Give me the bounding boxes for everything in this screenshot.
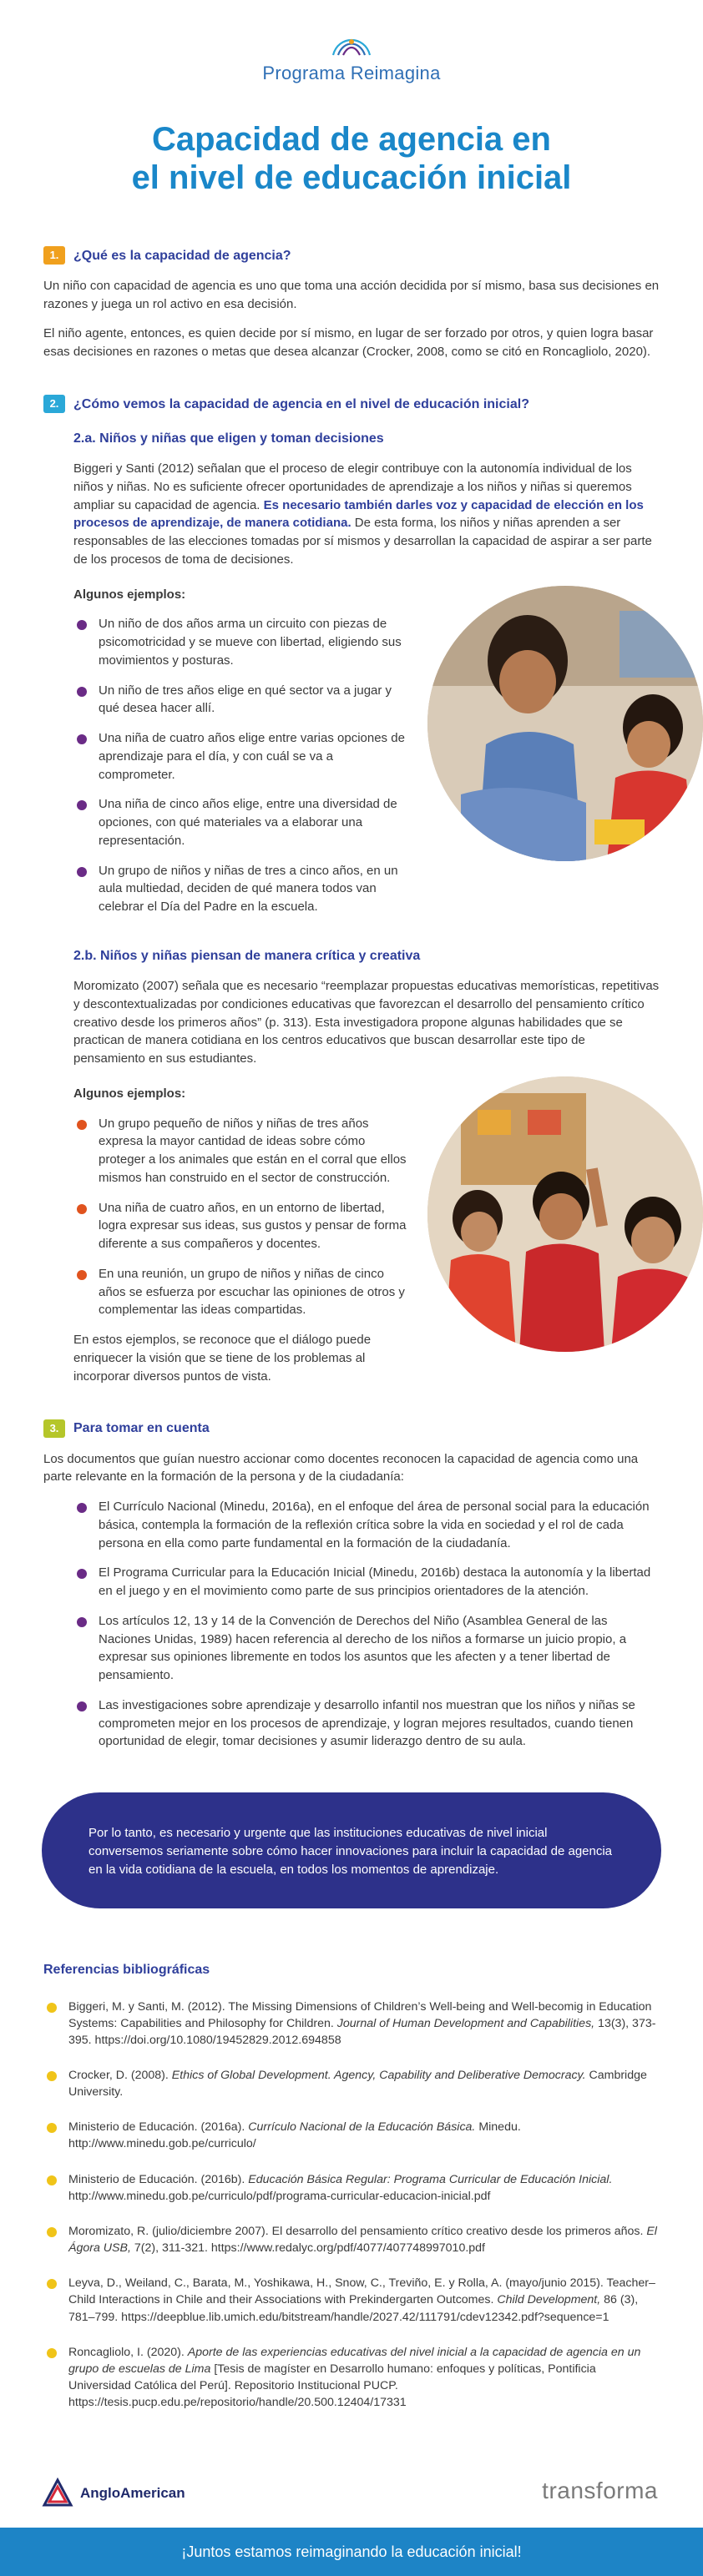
reference-item (43, 2223, 660, 2256)
examples-2a (73, 569, 407, 916)
reference-item (43, 2344, 660, 2412)
examples-row-2b (73, 1068, 660, 1386)
list-item: Un niño de tres años elige en qué sector va a jugar y qué desea hacer allí. (73, 682, 407, 718)
section-2 (0, 395, 703, 1386)
transforma-logo (542, 2474, 658, 2508)
subsection-2b-title: 2.b. Niños y niñas piensan de manera crítica y creativa (73, 948, 421, 963)
footer-banner-text: ¡Juntos estamos reimaginando la educación inicial! (181, 2543, 522, 2561)
list-item: Una niña de cinco años elige, entre una diversidad de opciones, con qué materiales va a elaborar una representación. (73, 795, 407, 849)
reimagina-logo-icon (326, 30, 377, 58)
subsection-2a-paragraph (73, 460, 660, 569)
children-photo-illustration (427, 586, 703, 861)
ref-text: 13(3), 373-395. https://doi.org/10.1080/19452829.2012.694858 (68, 2016, 656, 2047)
list-item: Los artículos 12, 13 y 14 de la Convención de Derechos del Niño (Asamblea General de las Naciones Unidas, 1989) hacen referencia al derecho de los niños a formarse un juicio propio, a expresar sus opiniones libremente en todos los asuntos que les afecten y a tener libertad de pensamiento. (73, 1612, 660, 1685)
ref-text: Biggeri, M. y Santi, M. (2012). The Missing Dimensions of Children’s Well-being and Well-becomig in Education Systems: Capabilities and Philosophy for Children. (68, 1999, 652, 2030)
footer-logos (0, 2461, 703, 2528)
ref-text: [Tesis de magíster en Desarrollo humano: enfoques y políticas, Pontificia Universidad Católica del Perú]. Repositorio Institucional PUCP. https://tesis.pucp.edu.pe/repositorio/handle/20.500.12404/17331 (68, 2362, 596, 2410)
subsection-2a (43, 429, 660, 916)
ref-italic: Currículo Nacional de la Educación Básica. (248, 2120, 476, 2135)
reference-item (43, 2275, 660, 2325)
examples-row-2a (73, 569, 660, 916)
title-line-1: Capacidad de agencia en (152, 120, 551, 158)
subsection-2a-title: 2.a. Niños y niñas que eligen y toman decisiones (73, 431, 384, 446)
ref-text: http://www.minedu.gob.pe/curriculo/pdf/programa-curricular-educacion-inicial.pdf (68, 2189, 491, 2203)
reference-item (43, 1999, 660, 2049)
section-2-heading (43, 395, 660, 414)
section-3-title: Para tomar en cuenta (73, 1421, 210, 1436)
section-2-title: ¿Cómo vemos la capacidad de agencia en el nivel de educación inicial? (73, 396, 529, 411)
list-item: Un niño de dos años arma un circuito con piezas de psicomotricidad y se mueve con libertad, eligiendo sus movimientos y posturas. (73, 615, 407, 669)
section-1-paragraph-2: El niño agente, entonces, es quien decide por sí mismo, en lugar de ser forzado por otros, y quien logra basar esas decisiones en razones o metas que desea alcanzar (Crocker, 2008, como se citó en Roncagliolo, 2020). (43, 326, 654, 360)
list-item: Un grupo pequeño de niños y niñas de tres años expresa la mayor cantidad de ideas sobre cómo proteger a los animales que están en el corral que ellos mismos han construido en el sector de construcción. (73, 1115, 407, 1187)
ref-italic: Educación Básica Regular: Programa Curricular de Educación Inicial. (248, 2172, 613, 2186)
header (0, 0, 703, 198)
references-list (43, 1999, 660, 2412)
paragraph-text: De esta forma, los niños y niñas aprenden a ser responsables de las elecciones tomadas por sí mismos y desarrollan la capacidad de aspirar a ser parte de los procesos de toma de decisiones. (73, 516, 652, 567)
callout-box (42, 1792, 661, 1908)
ref-italic: Journal of Human Development and Capabilities, (336, 2016, 595, 2030)
ref-italic: Child Development, (497, 2293, 601, 2307)
subsection-2b-paragraph: Moromizato (2007) señala que es necesario “reemplazar propuestas educativas memorísticas, repetitivas y descontextualizadas por condiciones educativas que favorezcan el desarrollo del pensamiento crítico creativo desde los primeros años” (p. 313). Esta investigadora propone algunas habilidades que se practican de manera cotidiana en los centros educativos que buscan desarrollar este tipo de pensamiento en sus estudiantes. (73, 979, 660, 1066)
ref-text: Leyva, D., Weiland, C., Barata, M., Yoshikawa, H., Snow, C., Treviño, E. y Rolla, A. (mayo/junio 2015). Teacher–Child Interactions in Chile and their Associations with Prekindergarten Outcomes. (68, 2276, 655, 2307)
photo-children-choosing (427, 586, 703, 861)
ref-italic: El Ágora USB, (68, 2224, 657, 2256)
ref-text: 86 (3), 781–799. https://deepblue.lib.umich.edu/bitstream/handle/2027.42/111791/cdev12342.pdf?sequence=1 (68, 2293, 639, 2324)
ref-italic: Aporte de las experiencias educativas del nivel inicial a la capacidad de agencia en un grupo de escuelas de Lima (68, 2345, 641, 2376)
reference-item (43, 2171, 660, 2205)
ref-text: Crocker, D. (2008). (68, 2069, 172, 2083)
examples-2b (73, 1068, 407, 1386)
examples-list-2b (73, 1115, 407, 1320)
list-item: Una niña de cuatro años, en un entorno de libertad, logra expresar sus ideas, sus gustos y pensar de forma diferente a sus compañeros y docentes. (73, 1199, 407, 1253)
list-item: En una reunión, un grupo de niños y niñas de cinco años se esfuerza por escuchar las opiniones de otros y complementar las ideas compartidas. (73, 1265, 407, 1319)
list-item: El Programa Curricular para la Educación Inicial (Minedu, 2016b) destaca la autonomía y la libertad en el juego y en el movimiento como parte de sus principios orientadores de la atención. (73, 1564, 660, 1601)
examples-heading: Algunos ejemplos: (73, 587, 186, 602)
reference-item (43, 2067, 660, 2100)
list-item: Las investigaciones sobre aprendizaje y desarrollo infantil nos muestran que los niños y niñas se comprometen mejor en los procesos de aprendizaje, y logran mejores resultados, cuando tienen oportunidad de elegir, tomar decisiones y asumir liderazgo dentro de su aula. (73, 1696, 660, 1751)
section-1-number: 1. (43, 246, 65, 265)
callout-text: Por lo tanto, es necesario y urgente que las instituciones educativas de nivel inicial conversemos seriamente sobre cómo hacer innovaciones para incluir la capacidad de agencia en la vida cotidiana de la escuela, en todos los momentos de aprendizaje. (89, 1826, 613, 1877)
list-item: Un grupo de niños y niñas de tres a cinco años, en un aula multiedad, deciden de qué manera todos van celebrar el Día del Padre en la escuela. (73, 862, 407, 916)
ref-italic: Ethics of Global Development. Agency, Capability and Deliberative Democracy. (171, 2069, 586, 2083)
page-title (0, 120, 703, 198)
anglo-american-icon (42, 2478, 73, 2509)
transforma-name: transforma (542, 2478, 658, 2504)
ref-text: Minedu. http://www.minedu.gob.pe/curriculo/ (68, 2120, 521, 2151)
highlighted-text: Es necesario también darles voz y capacidad de elección en los procesos de aprendizaje, de manera cotidiana. (73, 497, 644, 531)
footer-banner (0, 2528, 703, 2576)
section-3-heading (43, 1419, 660, 1438)
ref-text: Ministerio de Educación. (2016b). (68, 2172, 249, 2186)
section-1-heading (43, 246, 660, 265)
references (0, 1960, 703, 2411)
ref-text: Roncagliolo, I. (2020). (68, 2345, 188, 2359)
ref-text: Cambridge University. (68, 2069, 647, 2100)
anglo-american-name: AngloAmerican (80, 2485, 185, 2502)
photo-children-discussing (427, 1076, 703, 1352)
examples-list-2a (73, 615, 407, 916)
section-3-list (43, 1498, 660, 1751)
ref-text: Ministerio de Educación. (2016a). (68, 2120, 249, 2135)
section-1 (0, 246, 703, 361)
list-item: El Currículo Nacional (Minedu, 2016a), en el enfoque del área de personal social para la educación básica, contempla la formación de la reflexión crítica sobre la vida en sociedad y el rol de cada persona en ella como parte fundamental en la formación de la ciudadanía. (73, 1498, 660, 1552)
list-item: Una niña de cuatro años elige entre varias opciones de aprendizaje para el día, y con cuál se va a comprometer. (73, 729, 407, 784)
references-title: Referencias bibliográficas (43, 1963, 210, 1978)
title-line-2: el nivel de educación inicial (131, 159, 572, 197)
section-3 (0, 1419, 703, 1751)
section-1-paragraph-1: Un niño con capacidad de agencia es uno que toma una acción decidida por sí mismo, basa sus decisiones en razones y juega un rol activo en esa decisión. (43, 278, 660, 311)
section-3-number: 3. (43, 1419, 65, 1438)
examples-closing: En estos ejemplos, se reconoce que el diálogo puede enriquecer la visión que se tiene de los problemas al incorporar diversos puntos de vista. (73, 1333, 372, 1384)
anglo-american-logo (42, 2478, 185, 2509)
ref-text: Moromizato, R. (julio/diciembre 2007). El desarrollo del pensamiento crítico creativo desde los primeros años. (68, 2224, 647, 2238)
section-1-title: ¿Qué es la capacidad de agencia? (73, 248, 291, 263)
ref-text: 7(2), 311-321. https://www.redalyc.org/pdf/4077/407748997010.pdf (130, 2241, 485, 2256)
section-3-intro: Los documentos que guían nuestro accionar como docentes reconocen la capacidad de agencia como una parte relevante en la formación de la persona y de la ciudadanía: (43, 1451, 639, 1485)
children-photo-illustration (427, 1076, 703, 1352)
subsection-2b (43, 946, 660, 1385)
examples-heading: Algunos ejemplos: (73, 1086, 186, 1101)
brand-name: Programa Reimagina (262, 63, 441, 83)
paragraph-text: Biggeri y Santi (2012) señalan que el proceso de elegir contribuye con la autonomía individual de los niños y niñas. No es suficiente ofrecer oportunidades de aprendizaje a los niños y niñas si queremos ampliar su capacidad de agencia. (73, 461, 632, 512)
section-2-number: 2. (43, 395, 65, 413)
reference-item (43, 2119, 660, 2152)
